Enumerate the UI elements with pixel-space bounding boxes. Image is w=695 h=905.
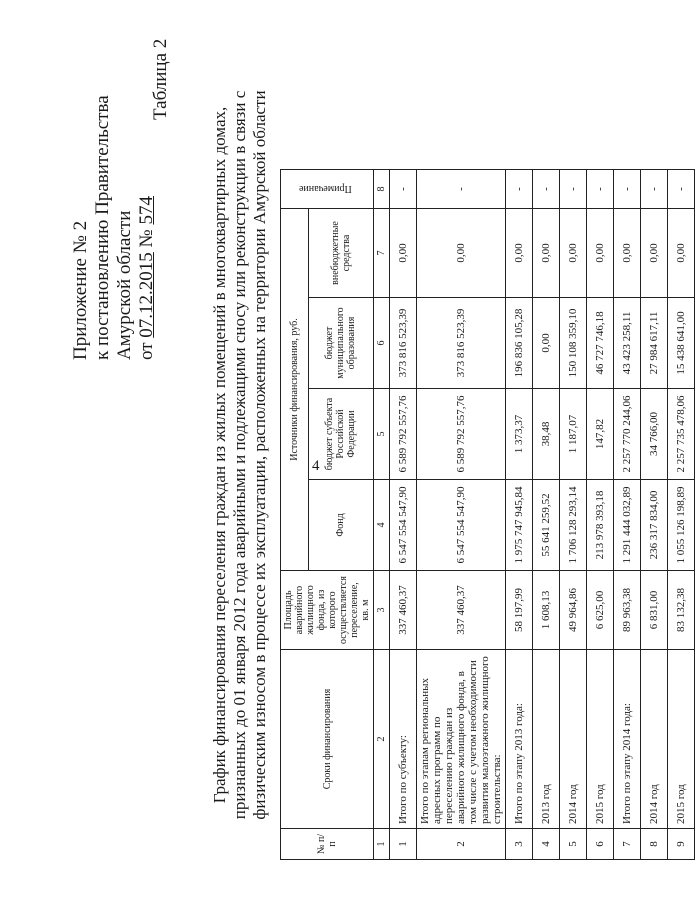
- table-row: [417, 170, 506, 860]
- page-number: 4: [312, 458, 320, 474]
- cell-term: Итого по субъекту:: [390, 650, 417, 829]
- appendix-number: 574: [136, 196, 157, 225]
- header-term: Сроки финансирования: [281, 650, 374, 829]
- cell-extra: 0,00: [560, 209, 587, 298]
- colnum: 3: [374, 571, 390, 650]
- header-extra: внебюджетные средства: [308, 209, 373, 298]
- cell-extra: 0,00: [668, 209, 695, 298]
- cell-fund: 213 978 393,18: [587, 480, 614, 571]
- cell-municipal: 150 108 359,10: [560, 298, 587, 389]
- colnum: 7: [374, 209, 390, 298]
- cell-num: 6: [587, 829, 614, 860]
- appendix-header: [70, 95, 158, 360]
- table-row: [506, 170, 533, 860]
- cell-municipal: 15 438 641,00: [668, 298, 695, 389]
- cell-note: -: [417, 170, 506, 209]
- colnum: 4: [374, 480, 390, 571]
- cell-area: 49 964,86: [560, 571, 587, 650]
- cell-municipal: 43 423 258,11: [614, 298, 641, 389]
- cell-area: 6 625,00: [587, 571, 614, 650]
- colnum: 6: [374, 298, 390, 389]
- cell-num: 9: [668, 829, 695, 860]
- colnum: 1: [374, 829, 390, 860]
- cell-subject: 1 187,07: [560, 389, 587, 480]
- header-sources: Источники финансирования, руб.: [281, 209, 309, 571]
- cell-term: 2014 год: [560, 650, 587, 829]
- cell-note: -: [560, 170, 587, 209]
- cell-term: 2013 год: [533, 650, 560, 829]
- cell-num: 5: [560, 829, 587, 860]
- cell-fund: 1 291 444 032,89: [614, 480, 641, 571]
- cell-area: 1 608,13: [533, 571, 560, 650]
- colnum: 5: [374, 389, 390, 480]
- cell-municipal: 0,00: [533, 298, 560, 389]
- cell-area: 83 132,38: [668, 571, 695, 650]
- cell-term: Итого по этапу 2014 года:: [614, 650, 641, 829]
- cell-term: 2015 год: [587, 650, 614, 829]
- cell-subject: 2 257 770 244,06: [614, 389, 641, 480]
- cell-num: 8: [641, 829, 668, 860]
- header-subject-budget: бюджет субъекта Российской Федерации: [308, 389, 373, 480]
- cell-subject: 6 589 792 557,76: [417, 389, 506, 480]
- table-row: [614, 170, 641, 860]
- cell-area: 58 197,99: [506, 571, 533, 650]
- table-row: [390, 170, 417, 860]
- cell-note: -: [390, 170, 417, 209]
- cell-area: 337 460,37: [390, 571, 417, 650]
- cell-term: 2014 год: [641, 650, 668, 829]
- appendix-line3: Амурской области: [114, 210, 135, 360]
- cell-num: 2: [417, 829, 506, 860]
- cell-extra: 0,00: [614, 209, 641, 298]
- cell-num: 4: [533, 829, 560, 860]
- rotated-document-content: [0, 20, 687, 880]
- financing-table: [280, 169, 695, 860]
- cell-fund: 1 706 128 293,14: [560, 480, 587, 571]
- table-row: [668, 170, 695, 860]
- cell-num: 7: [614, 829, 641, 860]
- header-area: Площадь аварийного жилищного фонда, из которого осуществляется переселение, кв. м: [281, 571, 374, 650]
- cell-fund: 1 975 747 945,84: [506, 480, 533, 571]
- cell-area: 6 831,00: [641, 571, 668, 650]
- cell-subject: 34 766,00: [641, 389, 668, 480]
- cell-area: 337 460,37: [417, 571, 506, 650]
- header-municipal-budget: бюджет муниципального образования: [308, 298, 373, 389]
- cell-subject: 147,82: [587, 389, 614, 480]
- document-title: График финансирования переселения граждан из жилых помещений в многоквартирных домах, признанных до 01 января 2012 года аварийными и подлежащими сносу или реконструкции в связи с физическим износом в процессе их эксплуатации, расположенных на территории Амурской области: [210, 90, 269, 820]
- cell-num: 1: [390, 829, 417, 860]
- cell-subject: 2 257 735 478,06: [668, 389, 695, 480]
- table-row: [533, 170, 560, 860]
- cell-extra: 0,00: [506, 209, 533, 298]
- table-row: [587, 170, 614, 860]
- cell-municipal: 373 816 523,39: [417, 298, 506, 389]
- header-num: № п/п: [281, 829, 374, 860]
- appendix-number-sign: №: [136, 229, 157, 248]
- appendix-line2: к постановлению Правительства: [92, 95, 113, 360]
- appendix-date-prefix: от: [136, 342, 157, 360]
- cell-municipal: 373 816 523,39: [390, 298, 417, 389]
- cell-subject: 6 589 792 557,76: [390, 389, 417, 480]
- cell-fund: 6 547 554 547,90: [417, 480, 506, 571]
- cell-extra: 0,00: [417, 209, 506, 298]
- cell-fund: 55 641 259,52: [533, 480, 560, 571]
- cell-extra: 0,00: [641, 209, 668, 298]
- cell-fund: 236 317 834,00: [641, 480, 668, 571]
- cell-municipal: 27 984 617,11: [641, 298, 668, 389]
- colnum: 8: [374, 170, 390, 209]
- cell-extra: 0,00: [390, 209, 417, 298]
- cell-note: -: [641, 170, 668, 209]
- cell-subject: 38,48: [533, 389, 560, 480]
- table-row: [560, 170, 587, 860]
- appendix-line4: [136, 95, 158, 360]
- cell-subject: 1 373,37: [506, 389, 533, 480]
- appendix-date: 07.12.2015: [136, 252, 157, 338]
- header-note-label: Примечание: [299, 183, 352, 195]
- appendix-line1: Приложение № 2: [70, 220, 91, 360]
- cell-note: -: [668, 170, 695, 209]
- cell-term: 2015 год: [668, 650, 695, 829]
- cell-area: 89 963,38: [614, 571, 641, 650]
- cell-note: -: [614, 170, 641, 209]
- colnum: 2: [374, 650, 390, 829]
- cell-extra: 0,00: [533, 209, 560, 298]
- cell-municipal: 196 836 105,28: [506, 298, 533, 389]
- cell-municipal: 46 727 746,18: [587, 298, 614, 389]
- header-fund: Фонд: [308, 480, 373, 571]
- cell-num: 3: [506, 829, 533, 860]
- table-row: [641, 170, 668, 860]
- cell-term: Итого по этапу 2013 года:: [506, 650, 533, 829]
- cell-note: -: [533, 170, 560, 209]
- cell-fund: 6 547 554 547,90: [390, 480, 417, 571]
- cell-fund: 1 055 126 198,89: [668, 480, 695, 571]
- table-label: Таблица 2: [150, 38, 171, 120]
- cell-extra: 0,00: [587, 209, 614, 298]
- cell-note: -: [587, 170, 614, 209]
- header-note: [281, 170, 374, 209]
- cell-term: Итого по этапам региональных адресных программ по переселению граждан из аварийного жилищного фонда, в том числе с учетом необходимости развития малоэтажного жилищного строительства:: [417, 650, 506, 829]
- cell-note: -: [506, 170, 533, 209]
